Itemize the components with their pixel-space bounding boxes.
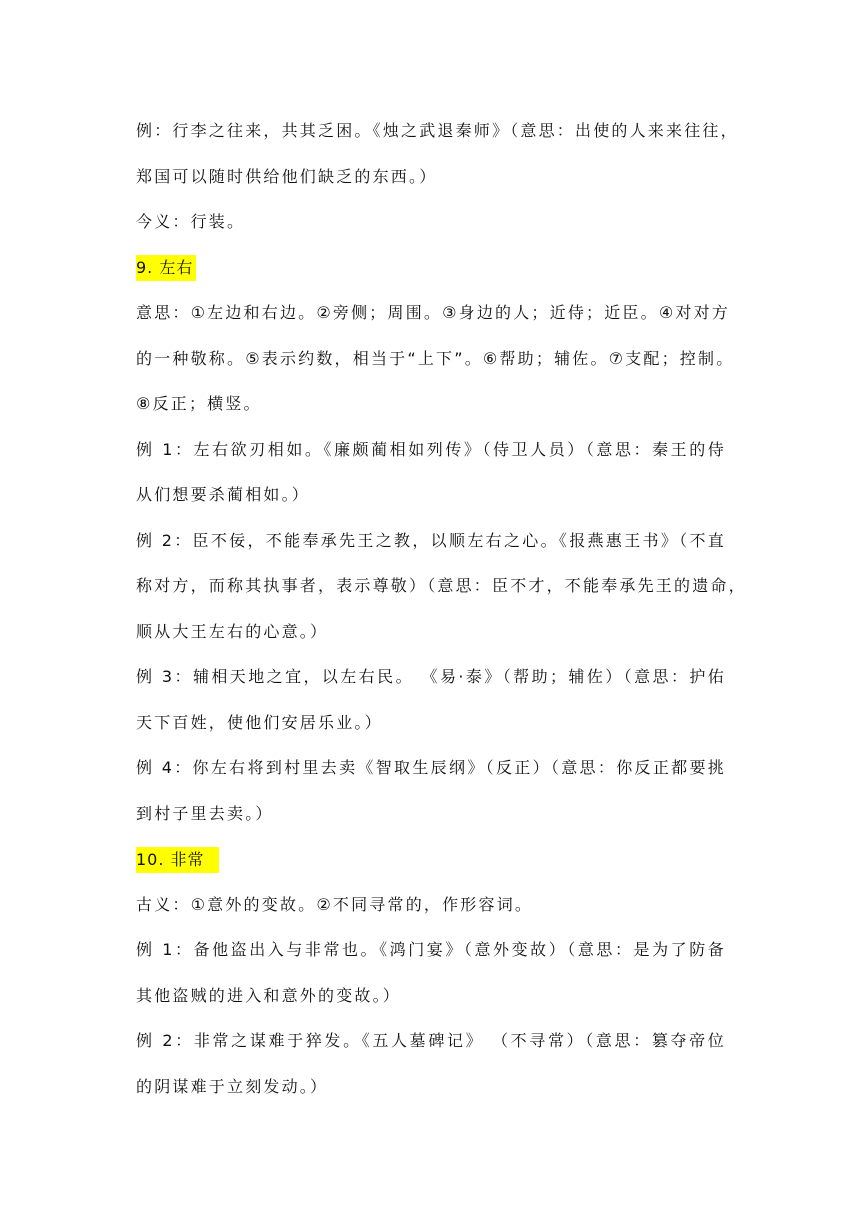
- text-line: 到村子里去卖。）: [136, 803, 274, 823]
- text-line: 例 2：臣不佞，不能奉承先王之教，以顺左右之心。《报燕惠王书》（不直: [136, 530, 726, 550]
- text-line: 意思：①左边和右边。②旁侧；周围。③身边的人；近侍；近臣。④对对方: [136, 303, 730, 322]
- section-heading: 9. 左右: [136, 255, 196, 281]
- text-line: 古义：①意外的变故。②不同寻常的，作形容词。: [136, 894, 534, 914]
- text-line: 今义：行装。: [136, 212, 246, 231]
- text-line: 郑国可以随时供给他们缺乏的东西。）: [136, 166, 438, 186]
- text-line: 顺从大王左右的心意。）: [136, 621, 329, 641]
- text-line: 的一种敬称。⑤表示约数，相当于“上下”。⑥帮助；辅佐。⑦支配；控制。: [136, 348, 735, 368]
- text-line: 例：行李之往来，共其乏困。《烛之武退秦师》（意思：出使的人来来往往，: [136, 121, 739, 140]
- text-line: 称对方，而称其执事者，表示尊敬）（意思：臣不才，不能奉承先王的遗命，: [136, 576, 747, 595]
- text-line: 例 2：非常之谋难于猝发。《五人墓碑记》 （不寻常）（意思：篡夺帝位: [136, 1031, 726, 1050]
- section-heading-row: [136, 836, 726, 882]
- text-line: 例 1：左右欲刃相如。《廉颇蔺相如列传》（侍卫人员）（意思：秦王的侍: [136, 439, 726, 459]
- text-line: 的阴谋难于立刻发动。）: [136, 1076, 329, 1096]
- text-line: 天下百姓，使他们安居乐业。）: [136, 712, 383, 732]
- text-line: 例 4：你左右将到村里去卖《智取生辰纲》（反正）（意思：你反正都要挑: [136, 758, 726, 777]
- text-line: 例 3：辅相天地之宜，以左右民。 《易·泰》（帮助；辅佐）（意思：护佑: [136, 667, 726, 686]
- text-line: 从们想要杀蔺相如。）: [136, 485, 311, 504]
- section-heading: 10. 非常: [136, 847, 219, 873]
- section-heading-row: [136, 245, 726, 291]
- document-body: [136, 108, 747, 1109]
- text-line: 其他盗贼的进入和意外的变故。）: [136, 985, 402, 1005]
- text-line: 例 1：备他盗出入与非常也。《鸿门宴》（意外变故）（意思：是为了防备: [136, 940, 726, 959]
- text-line: ⑧反正；横竖。: [136, 394, 262, 413]
